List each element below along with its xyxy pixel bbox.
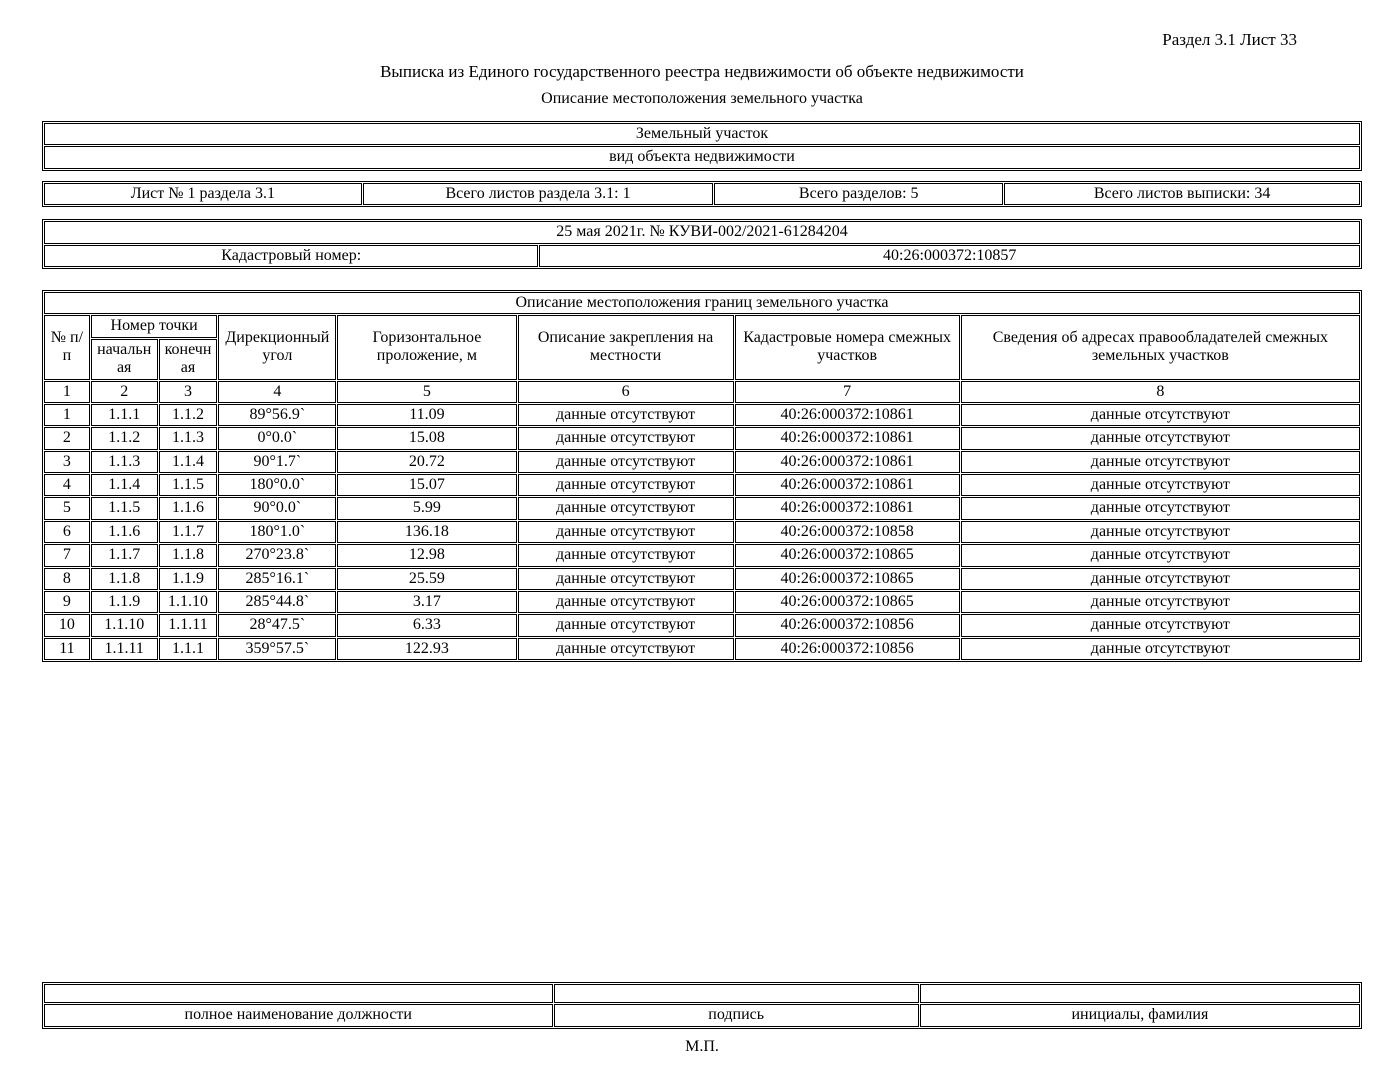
boundary-cell-distance: 15.08	[337, 427, 516, 449]
boundary-cell-angle: 285°16.1`	[218, 568, 336, 590]
object-type-value-row	[44, 123, 1360, 145]
extract-sheets-total-cell: Всего листов выписки: 34	[1004, 183, 1360, 205]
column-number: 7	[735, 381, 960, 403]
boundary-cell-address: данные отсутствуют	[961, 497, 1360, 519]
boundary-cell-point-end: 1.1.8	[159, 544, 218, 566]
boundary-row	[44, 638, 1360, 660]
signature-fill-row	[44, 984, 1360, 1003]
boundary-cell-point-end: 1.1.2	[159, 404, 218, 426]
boundary-cell-point-end: 1.1.10	[159, 591, 218, 613]
boundaries-table-title-row	[44, 292, 1360, 314]
signature-table	[42, 982, 1362, 1028]
boundary-row	[44, 404, 1360, 426]
section-sheets-total-cell: Всего листов раздела 3.1: 1	[363, 183, 714, 205]
boundary-cell-num: 6	[44, 521, 90, 543]
boundary-cell-num: 2	[44, 427, 90, 449]
column-number: 1	[44, 381, 90, 403]
signature-labels-row	[44, 1004, 1360, 1026]
boundary-cell-point-start: 1.1.7	[91, 544, 158, 566]
boundary-row	[44, 521, 1360, 543]
boundary-cell-distance: 11.09	[337, 404, 516, 426]
boundary-cell-angle: 90°0.0`	[218, 497, 336, 519]
header-addresses: Сведения об адресах правообладателей смежных земельных участков	[961, 315, 1360, 379]
boundary-cell-angle: 28°47.5`	[218, 614, 336, 636]
boundary-cell-angle: 0°0.0`	[218, 427, 336, 449]
boundary-cell-address: данные отсутствуют	[961, 544, 1360, 566]
extract-date-row	[44, 221, 1360, 243]
boundary-cell-num: 10	[44, 614, 90, 636]
column-number: 6	[518, 381, 734, 403]
boundary-cell-angle: 180°1.0`	[218, 521, 336, 543]
sheet-info-row	[44, 183, 1360, 205]
boundary-cell-neighbor: 40:26:000372:10861	[735, 427, 960, 449]
boundary-cell-address: данные отсутствуют	[961, 638, 1360, 660]
boundary-row	[44, 614, 1360, 636]
cadastral-number-label: Кадастровый номер:	[44, 245, 538, 267]
name-fill-cell	[920, 984, 1360, 1003]
boundary-cell-address: данные отсутствуют	[961, 614, 1360, 636]
boundary-cell-angle: 285°44.8`	[218, 591, 336, 613]
boundaries-table	[42, 290, 1362, 662]
boundary-cell-point-start: 1.1.11	[91, 638, 158, 660]
boundary-cell-distance: 25.59	[337, 568, 516, 590]
column-number: 5	[337, 381, 516, 403]
document-title: Выписка из Единого государственного реестра недвижимости об объекте недвижимости	[380, 62, 1024, 81]
boundary-cell-num: 9	[44, 591, 90, 613]
registration-table	[42, 219, 1362, 269]
boundary-cell-point-start: 1.1.6	[91, 521, 158, 543]
boundary-cell-angle: 270°23.8`	[218, 544, 336, 566]
signature-position-label: полное наименование должности	[44, 1004, 553, 1026]
boundary-cell-neighbor: 40:26:000372:10865	[735, 568, 960, 590]
boundary-cell-num: 5	[44, 497, 90, 519]
boundary-cell-address: данные отсутствуют	[961, 521, 1360, 543]
boundary-cell-point-end: 1.1.11	[159, 614, 218, 636]
boundary-cell-fixation: данные отсутствуют	[518, 521, 734, 543]
boundary-row	[44, 451, 1360, 473]
boundary-cell-angle: 180°0.0`	[218, 474, 336, 496]
header-fixation: Описание закрепления на местности	[518, 315, 734, 379]
header-angle: Дирекционный угол	[218, 315, 336, 379]
boundary-cell-point-end: 1.1.7	[159, 521, 218, 543]
boundary-cell-fixation: данные отсутствуют	[518, 638, 734, 660]
column-number: 8	[961, 381, 1360, 403]
boundary-cell-fixation: данные отсутствуют	[518, 568, 734, 590]
sheet-info-table	[42, 181, 1362, 207]
boundary-cell-angle: 89°56.9`	[218, 404, 336, 426]
boundary-cell-address: данные отсутствуют	[961, 427, 1360, 449]
header-distance: Горизонтальное проложение, м	[337, 315, 516, 379]
cadastral-number-value: 40:26:000372:10857	[539, 245, 1360, 267]
boundary-row	[44, 568, 1360, 590]
boundary-cell-point-start: 1.1.10	[91, 614, 158, 636]
boundary-cell-address: данные отсутствуют	[961, 451, 1360, 473]
object-type-label-row	[44, 146, 1360, 168]
boundary-cell-distance: 5.99	[337, 497, 516, 519]
object-type-value: Земельный участок	[44, 123, 1360, 145]
boundary-cell-distance: 136.18	[337, 521, 516, 543]
boundary-cell-num: 8	[44, 568, 90, 590]
boundary-cell-num: 4	[44, 474, 90, 496]
object-type-table	[42, 121, 1362, 171]
boundary-row	[44, 497, 1360, 519]
boundary-cell-neighbor: 40:26:000372:10865	[735, 544, 960, 566]
boundary-cell-neighbor: 40:26:000372:10865	[735, 591, 960, 613]
boundary-row	[44, 591, 1360, 613]
boundary-cell-distance: 15.07	[337, 474, 516, 496]
boundary-cell-neighbor: 40:26:000372:10861	[735, 451, 960, 473]
boundary-cell-fixation: данные отсутствуют	[518, 451, 734, 473]
document-subtitle: Описание местоположения земельного участка	[541, 90, 863, 107]
blank-space	[42, 662, 1362, 982]
header-point-start: начальная	[91, 339, 158, 380]
boundary-row	[44, 427, 1360, 449]
header-num: № п/п	[44, 315, 90, 379]
sheet-number-cell: Лист № 1 раздела 3.1	[44, 183, 362, 205]
boundary-cell-fixation: данные отсутствуют	[518, 404, 734, 426]
boundary-cell-distance: 6.33	[337, 614, 516, 636]
boundary-cell-address: данные отсутствуют	[961, 404, 1360, 426]
boundary-cell-distance: 12.98	[337, 544, 516, 566]
boundary-cell-num: 1	[44, 404, 90, 426]
boundary-cell-distance: 3.17	[337, 591, 516, 613]
boundary-cell-point-end: 1.1.6	[159, 497, 218, 519]
boundary-cell-fixation: данные отсутствуют	[518, 614, 734, 636]
boundary-cell-point-end: 1.1.1	[159, 638, 218, 660]
boundary-cell-fixation: данные отсутствуют	[518, 474, 734, 496]
boundary-cell-point-start: 1.1.5	[91, 497, 158, 519]
boundary-cell-point-end: 1.1.3	[159, 427, 218, 449]
column-numbers-row	[44, 381, 1360, 403]
column-number: 2	[91, 381, 158, 403]
boundary-cell-point-end: 1.1.9	[159, 568, 218, 590]
boundary-cell-fixation: данные отсутствуют	[518, 591, 734, 613]
boundary-cell-distance: 122.93	[337, 638, 516, 660]
boundaries-table-title: Описание местоположения границ земельного участка	[44, 292, 1360, 314]
boundary-cell-neighbor: 40:26:000372:10861	[735, 404, 960, 426]
boundary-cell-point-start: 1.1.2	[91, 427, 158, 449]
header-neighbors: Кадастровые номера смежных участков	[735, 315, 960, 379]
boundary-cell-address: данные отсутствуют	[961, 591, 1360, 613]
header-point-end: конечная	[159, 339, 218, 380]
signature-sign-label: подпись	[554, 1004, 919, 1026]
boundary-cell-address: данные отсутствуют	[961, 474, 1360, 496]
boundary-cell-neighbor: 40:26:000372:10861	[735, 497, 960, 519]
boundary-cell-point-end: 1.1.4	[159, 451, 218, 473]
position-fill-cell	[44, 984, 553, 1003]
column-number: 4	[218, 381, 336, 403]
boundary-cell-neighbor: 40:26:000372:10856	[735, 614, 960, 636]
boundary-rows	[44, 404, 1360, 660]
boundary-cell-fixation: данные отсутствуют	[518, 427, 734, 449]
section-sheet-header: Раздел 3.1 Лист 33	[1162, 30, 1297, 49]
boundary-cell-fixation: данные отсутствуют	[518, 544, 734, 566]
header-point-group: Номер точки	[91, 315, 218, 337]
sections-total-cell: Всего разделов: 5	[714, 183, 1003, 205]
column-number: 3	[159, 381, 218, 403]
object-type-label: вид объекта недвижимости	[44, 146, 1360, 168]
boundary-cell-num: 3	[44, 451, 90, 473]
cadastral-number-row	[44, 245, 1360, 267]
boundary-cell-fixation: данные отсутствуют	[518, 497, 734, 519]
boundary-cell-point-end: 1.1.5	[159, 474, 218, 496]
boundaries-header-row-1	[44, 315, 1360, 337]
signature-name-label: инициалы, фамилия	[920, 1004, 1360, 1026]
boundary-cell-angle: 359°57.5`	[218, 638, 336, 660]
boundary-cell-distance: 20.72	[337, 451, 516, 473]
boundary-cell-angle: 90°1.7`	[218, 451, 336, 473]
boundary-cell-num: 11	[44, 638, 90, 660]
boundary-cell-point-start: 1.1.4	[91, 474, 158, 496]
boundary-row	[44, 544, 1360, 566]
boundary-cell-point-start: 1.1.8	[91, 568, 158, 590]
boundary-cell-neighbor: 40:26:000372:10858	[735, 521, 960, 543]
boundary-cell-neighbor: 40:26:000372:10856	[735, 638, 960, 660]
signature-fill-cell	[554, 984, 919, 1003]
extract-date-number: 25 мая 2021г. № КУВИ-002/2021-61284204	[44, 221, 1360, 243]
boundary-row	[44, 474, 1360, 496]
stamp-mark: М.П.	[685, 1037, 719, 1055]
boundary-cell-point-start: 1.1.9	[91, 591, 158, 613]
boundary-cell-neighbor: 40:26:000372:10861	[735, 474, 960, 496]
boundary-cell-num: 7	[44, 544, 90, 566]
boundary-cell-point-start: 1.1.1	[91, 404, 158, 426]
boundary-cell-point-start: 1.1.3	[91, 451, 158, 473]
boundary-cell-address: данные отсутствуют	[961, 568, 1360, 590]
